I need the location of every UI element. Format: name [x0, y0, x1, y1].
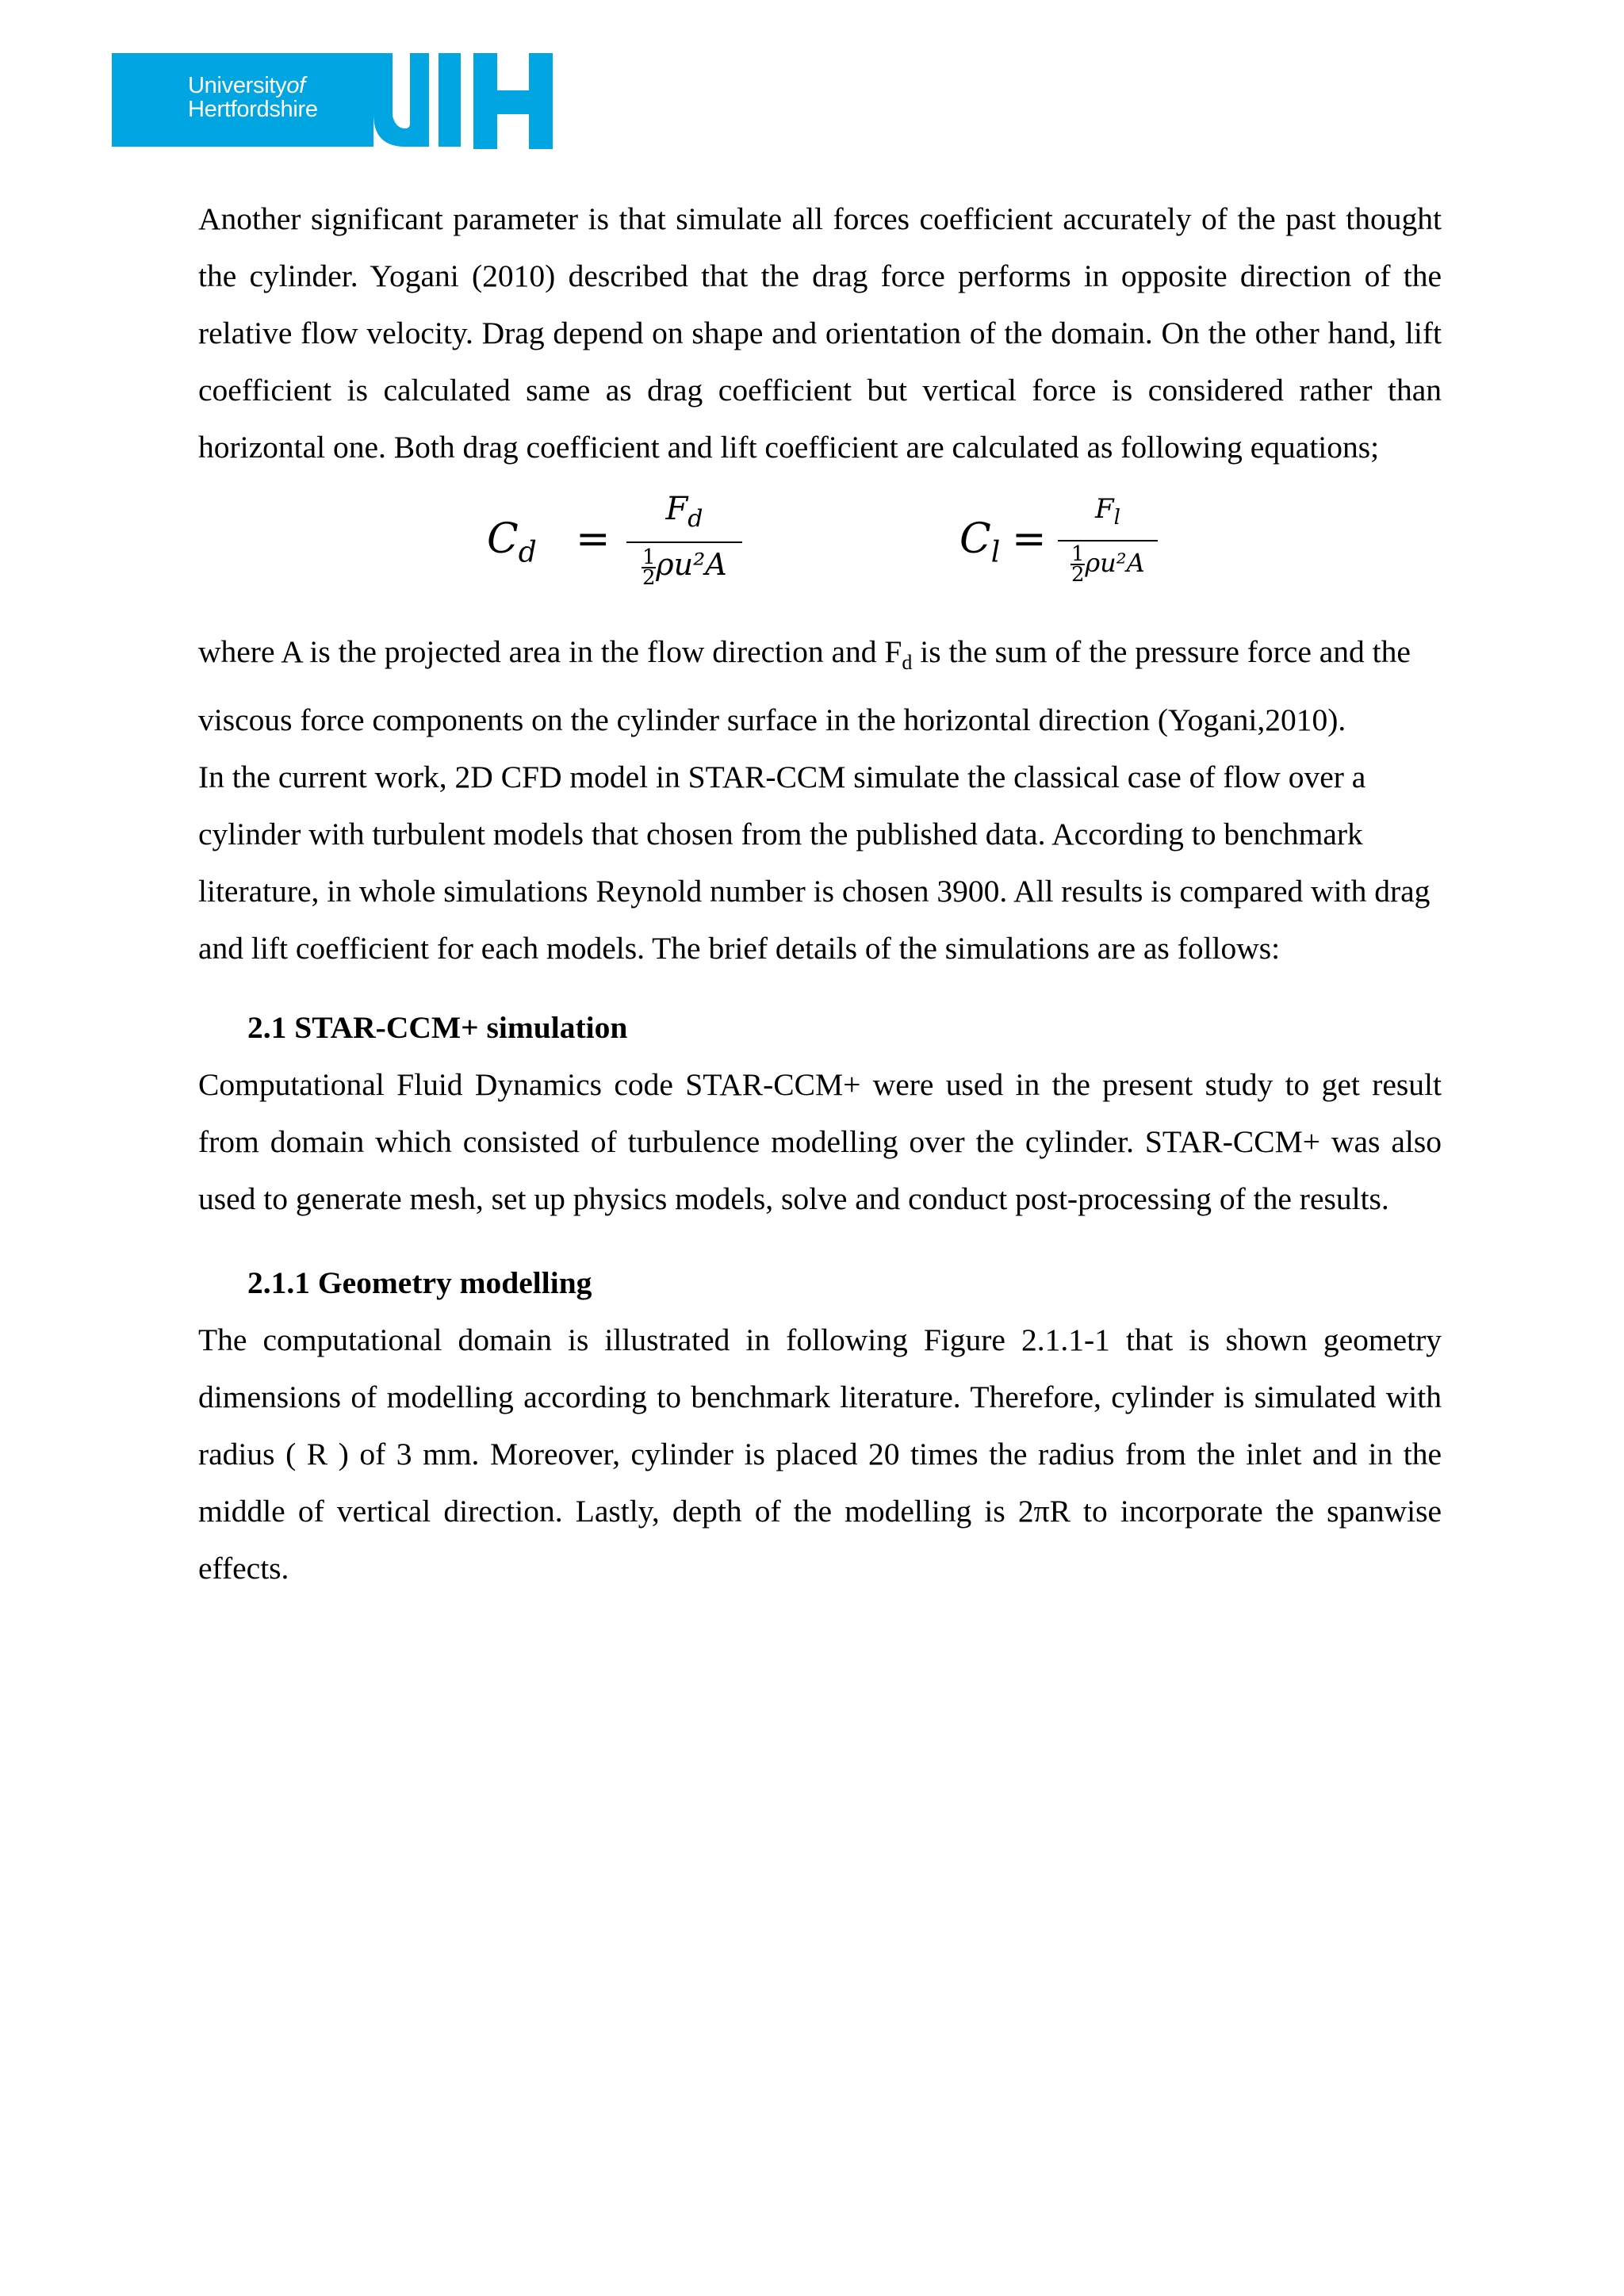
lift-fraction-bar [1058, 540, 1158, 541]
paragraph-star-ccm: Computational Fluid Dynamics code STAR-CCM+ were used in the present study to get result from domain which consisted of turbulence modelling over the cylinder. STAR-CCM+ was also used to generate mesh, set up physics models, solve and conduct post-processing of the results. [198, 1066, 1442, 1216]
heading-geometry-modelling: 2.1.1 Geometry modelling [247, 1265, 592, 1300]
paragraph-definition: where A is the projected area in the flow direction and $F_d$ is the sum of the pressure force and the viscous force components on the cylinder surface in the horizontal direction (Yogani,2010). [198, 634, 1411, 737]
lift-numerator: $F_l$ [1095, 493, 1120, 530]
logo-line1-a: University [188, 73, 287, 98]
drag-fraction-bar [626, 541, 742, 543]
document-body [198, 190, 1442, 1597]
drag-fraction [626, 490, 742, 590]
uh-logo-icon [373, 51, 569, 149]
drag-denominator: $\frac{1}{2}$ ρu²A [642, 545, 727, 590]
logo-line1-b: of [286, 73, 305, 98]
logo-text [188, 74, 318, 121]
equations-block [198, 476, 1442, 625]
lift-equals: = [1012, 515, 1047, 563]
logo-line2: Hertfordshire [188, 97, 318, 122]
drag-numerator: $F_d$ [665, 491, 703, 533]
lift-lhs: $C_l$ [959, 515, 1001, 569]
lift-half: $\frac{1}{2}$ [1071, 542, 1085, 587]
drag-lhs: $C_d$ [487, 515, 537, 569]
lift-equation [959, 476, 1197, 625]
drag-equation [487, 476, 725, 625]
heading-star-ccm-simulation: 2.1 STAR-CCM+ simulation [247, 1009, 628, 1045]
drag-half: $\frac{1}{2}$ [642, 545, 656, 590]
drag-equals: = [576, 515, 611, 563]
lift-fraction [1058, 490, 1158, 587]
paragraph-geometry: The computational domain is illustrated in following Figure 2.1.1-1 that is shown geometry dimensions of modelling according to benchmark literature. Therefore, cylinder is simulated with radius ( R ) of 3 mm. Moreover, cylinder is placed 20 times the radius from the inlet and in the middle of vertical direction. Lastly, depth of the modelling is 2πR to incorporate the spanwise effects. [198, 1322, 1442, 1586]
lift-denominator: $\frac{1}{2}$ ρu²A [1071, 542, 1145, 587]
paragraph-current-work: In the current work, 2D CFD model in STAR-CCM simulate the classical case of flow over a cylinder with turbulent models that chosen from the published data. According to benchmark literature, in whole simulations Reynold number is chosen 3900. All results is compared with drag and lift coefficient for each models. The brief details of the simulations are as follows: [198, 759, 1431, 966]
paragraph-forces: Another significant parameter is that simulate all forces coefficient accurately of the past thought the cylinder. Yogani (2010) described that the drag force performs in opposite direction of the relative flow velocity. Drag depend on shape and orientation of the domain. On the other hand, lift coefficient is calculated same as drag coefficient but vertical force is considered rather than horizontal one. Both drag coefficient and lift coefficient are calculated as following equations; [198, 201, 1442, 465]
university-logo [112, 51, 569, 149]
